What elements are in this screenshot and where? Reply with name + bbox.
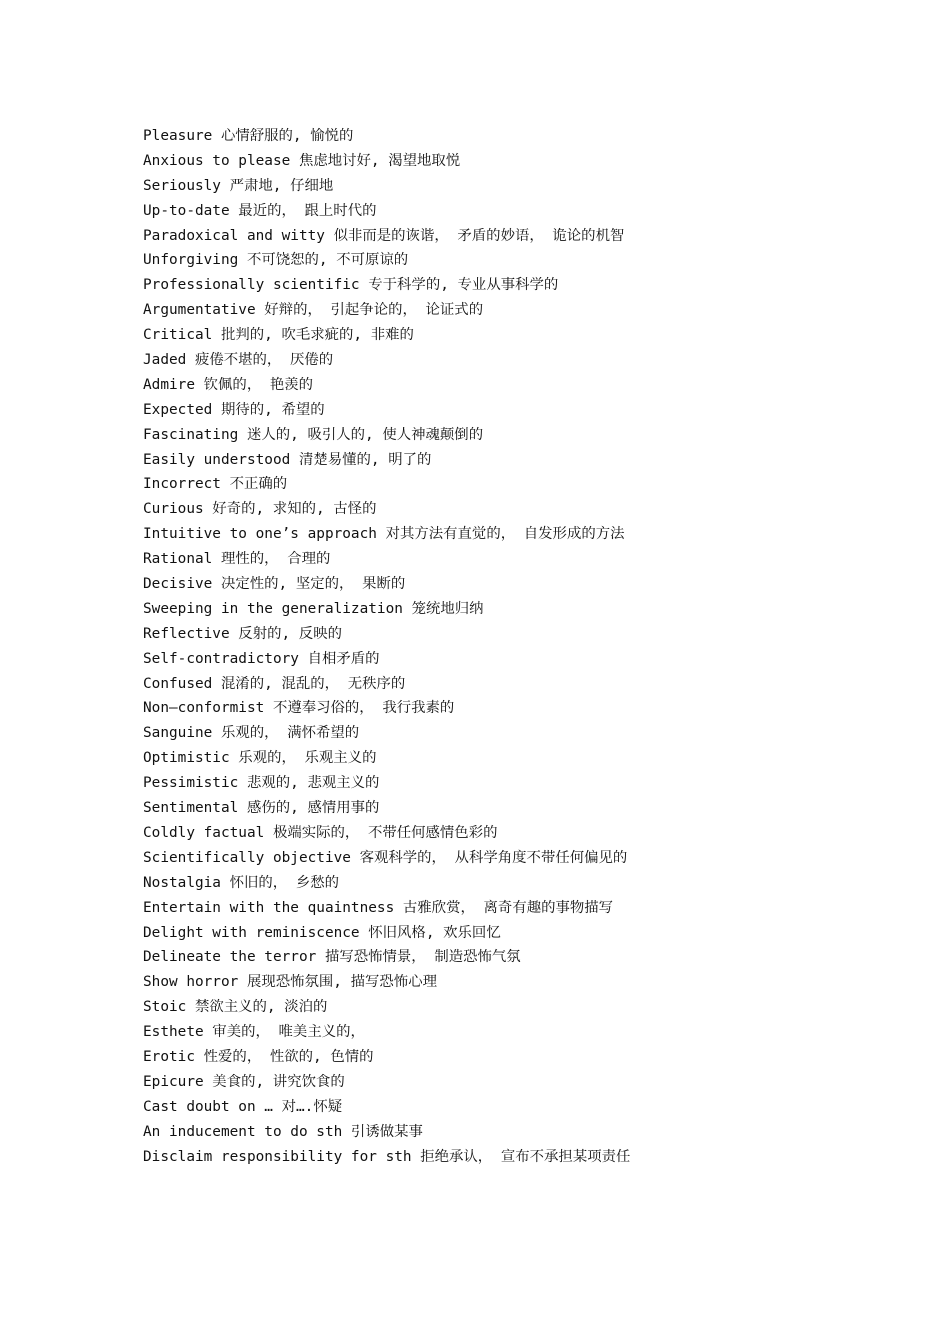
vocabulary-entry: Delight with reminiscence 怀旧风格, 欢乐回忆 [143,924,501,941]
vocabulary-entry: Nostalgia 怀旧的， 乡愁的 [143,874,340,891]
vocabulary-entry: Fascinating 迷人的, 吸引人的, 使人神魂颠倒的 [143,426,484,443]
vocabulary-entry: Decisive 决定性的, 坚定的， 果断的 [143,576,406,593]
vocabulary-entry: Sweeping in the generalization 笼统地归纳 [143,600,484,617]
vocabulary-entry: Reflective 反射的, 反映的 [143,625,342,642]
vocabulary-entry: Argumentative 好辩的， 引起争论的， 论证式的 [143,302,484,319]
vocabulary-entry: Cast doubt on … 对….怀疑 [143,1098,343,1115]
vocabulary-entry: Critical 批判的, 吹毛求疵的, 非难的 [143,327,414,344]
vocabulary-entry: Pessimistic 悲观的, 悲观主义的 [143,775,380,792]
vocabulary-entry: Non—conformist 不遵奉习俗的， 我行我素的 [143,700,455,717]
vocabulary-entry: Unforgiving 不可饶恕的, 不可原谅的 [143,252,409,269]
vocabulary-entry: Disclaim responsibility for sth 拒绝承认， 宣布不承担某项责任 [143,1148,631,1165]
vocabulary-entry: Professionally scientific 专于科学的, 专业从事科学的 [143,277,559,294]
vocabulary-entry: Esthete 审美的， 唯美主义的， [143,1024,365,1041]
vocabulary-entry: Delineate the terror 描写恐怖情景， 制造恐怖气氛 [143,949,521,966]
vocabulary-entry: Rational 理性的， 合理的 [143,551,331,568]
vocabulary-entry: Up-to-date 最近的， 跟上时代的 [143,202,377,219]
vocabulary-entry: Optimistic 乐观的， 乐观主义的 [143,750,377,767]
vocabulary-entry: Coldly factual 极端实际的， 不带任何感情色彩的 [143,824,498,841]
vocabulary-entry: Admire 钦佩的， 艳羡的 [143,376,314,393]
vocabulary-entry: Confused 混淆的, 混乱的， 无秩序的 [143,675,406,692]
vocabulary-entry: Intuitive to one’s approach 对其方法有直觉的， 自发形成的方法 [143,526,625,543]
vocabulary-entry: Seriously 严肃地, 仔细地 [143,177,334,194]
vocabulary-entry: Epicure 美食的, 讲究饮食的 [143,1073,345,1090]
vocabulary-entry: Show horror 展现恐怖氛围, 描写恐怖心理 [143,974,437,991]
vocabulary-entry: Entertain with the quaintness 古雅欣赏， 离奇有趣的事物描写 [143,899,614,916]
vocabulary-entry: Pleasure 心情舒服的, 愉悦的 [143,128,354,144]
vocabulary-entry: An inducement to do sth 引诱做某事 [143,1123,423,1140]
vocabulary-entry: Easily understood 清楚易懂的, 明了的 [143,451,432,468]
vocabulary-entry: Sentimental 感伤的, 感情用事的 [143,800,380,817]
vocabulary-entry: Paradoxical and witty 似非而是的诙谐， 矛盾的妙语， 诡论的机智 [143,227,625,244]
vocabulary-entry: Erotic 性爱的， 性欲的, 色情的 [143,1048,374,1065]
vocabulary-entry: Incorrect 不正确的 [143,476,288,493]
vocabulary-entry: Stoic 禁欲主义的, 淡泊的 [143,999,328,1016]
vocabulary-entry: Anxious to please 焦虑地讨好, 渴望地取悦 [143,152,461,169]
vocabulary-entry: Curious 好奇的, 求知的, 古怪的 [143,501,377,518]
vocabulary-entry: Sanguine 乐观的， 满怀希望的 [143,725,360,742]
vocabulary-entry: Jaded 疲倦不堪的， 厌倦的 [143,352,334,369]
vocabulary-entry: Scientifically objective 客观科学的， 从科学角度不带任何偏见的 [143,849,628,866]
vocabulary-entry: Self-contradictory 自相矛盾的 [143,650,380,667]
vocabulary-entry: Expected 期待的, 希望的 [143,401,325,418]
vocabulary-list [143,124,903,1169]
